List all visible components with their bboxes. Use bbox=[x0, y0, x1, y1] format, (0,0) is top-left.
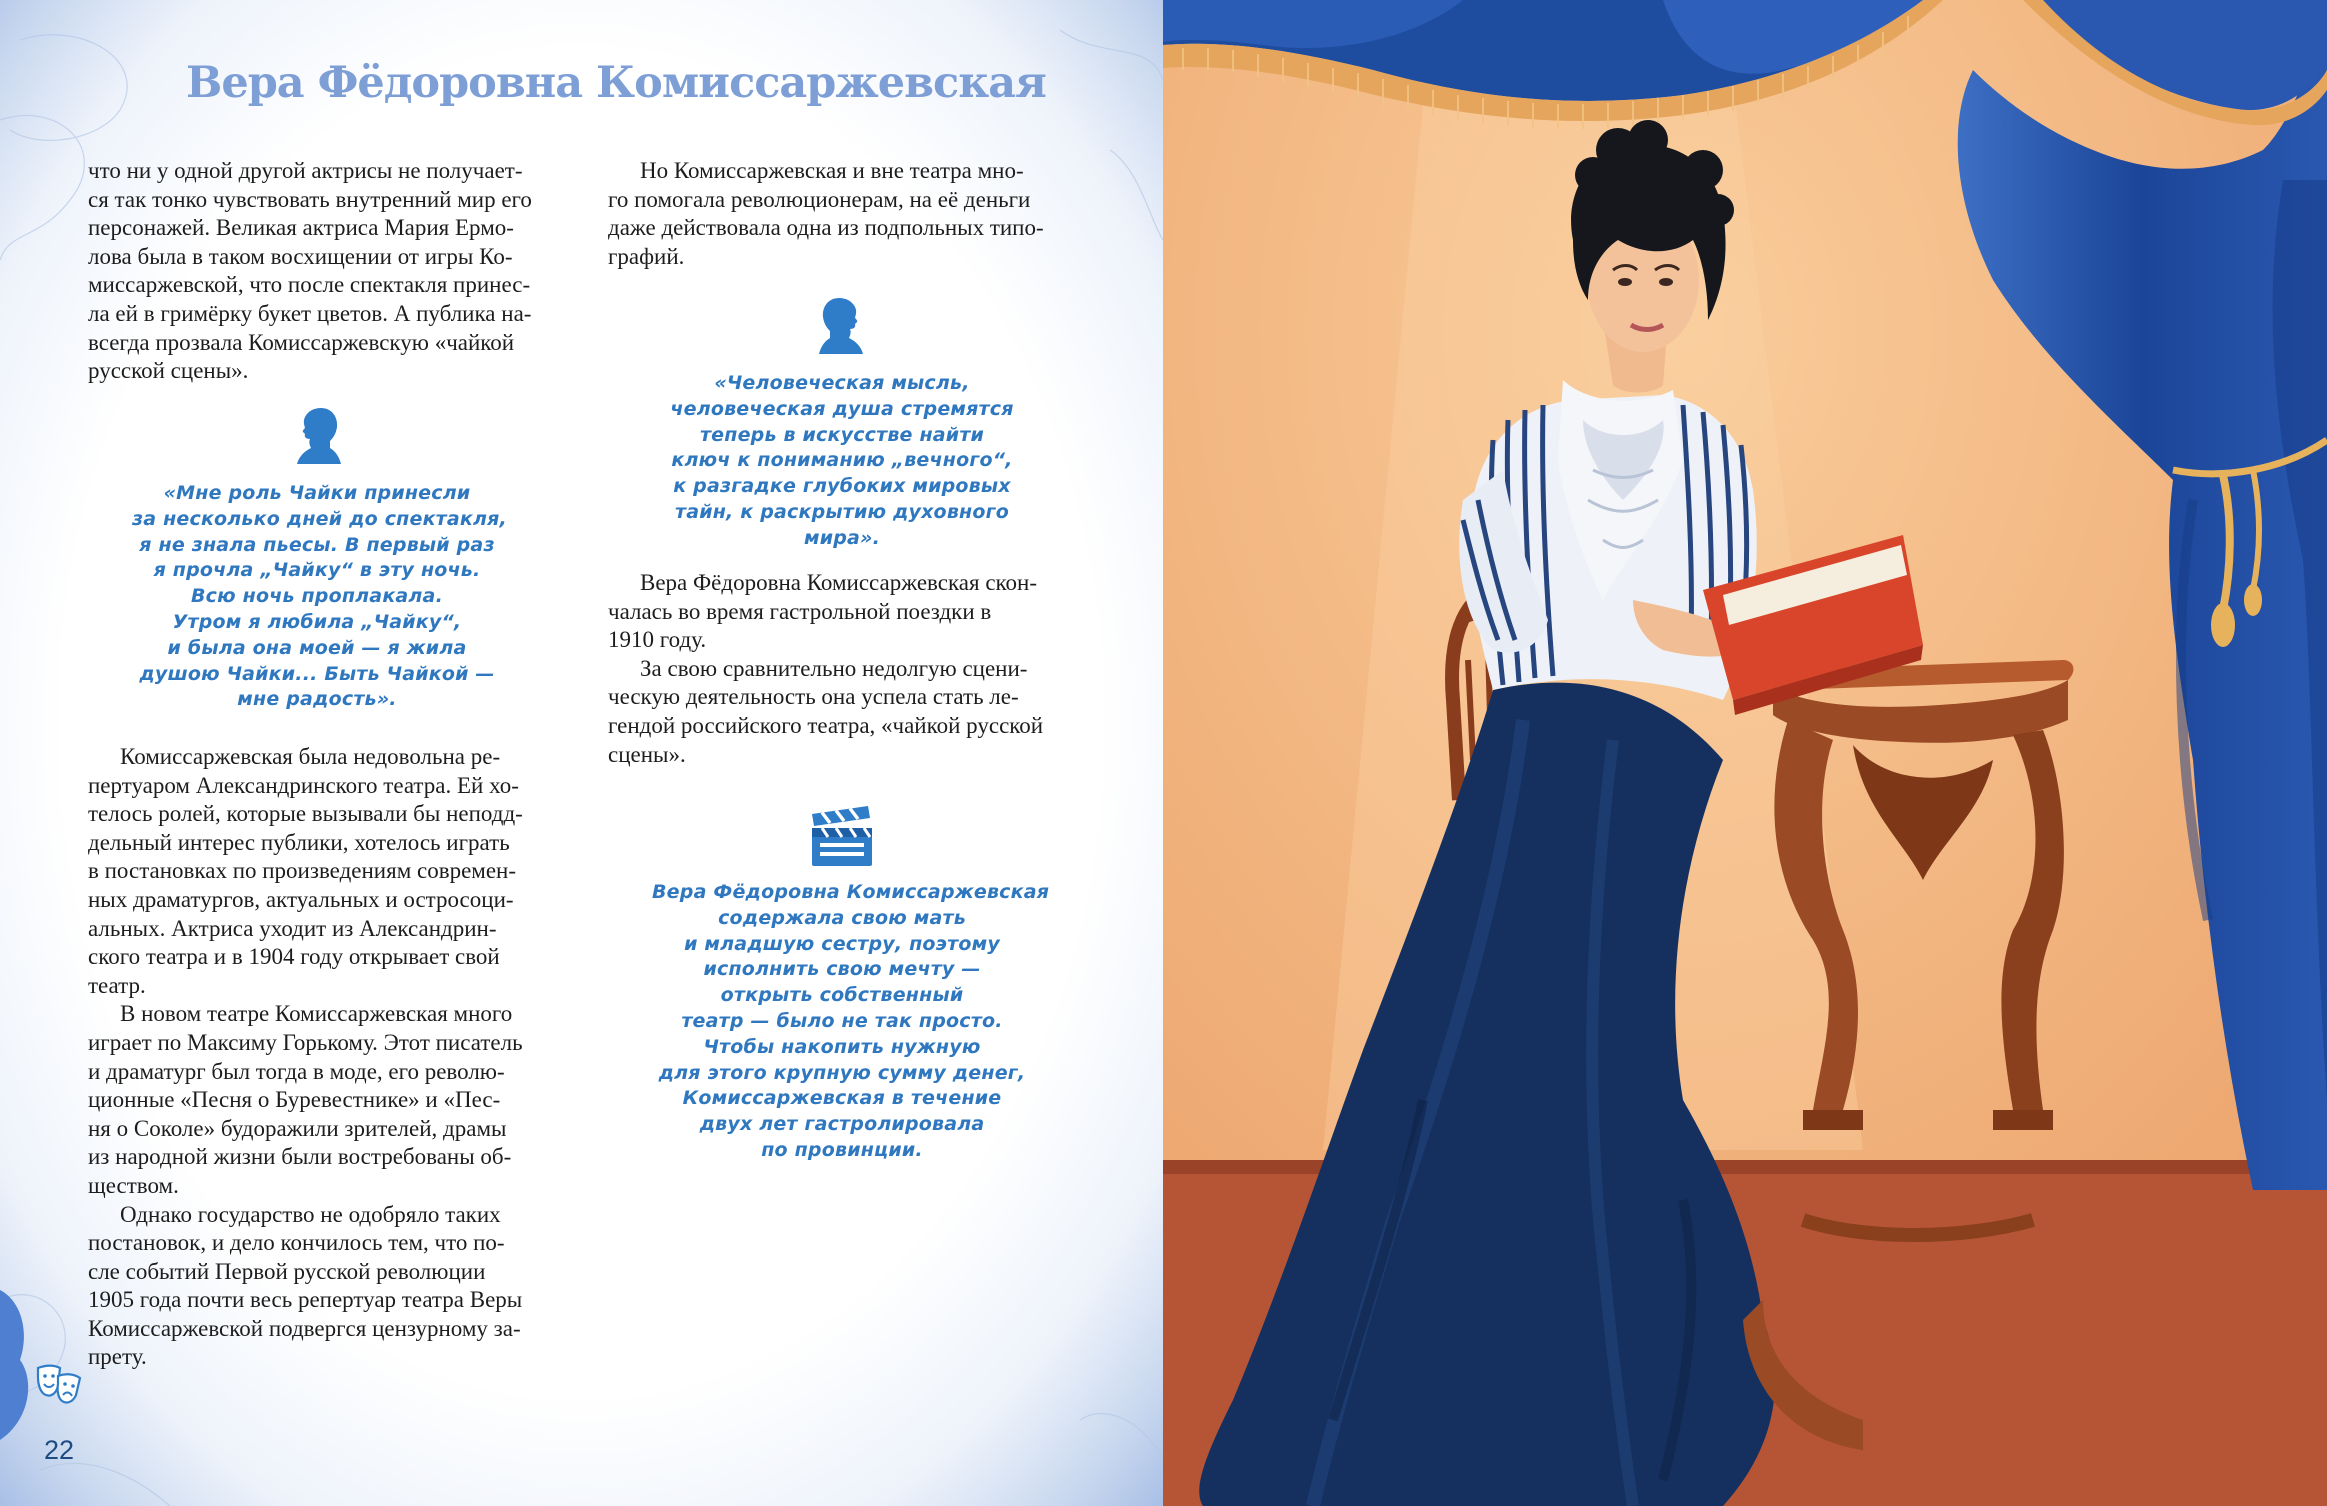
page-number: 22 bbox=[44, 1435, 75, 1465]
paragraph bbox=[88, 157, 555, 386]
text-line: ществом. bbox=[88, 1172, 179, 1198]
text-line: что ни у одной другой актрисы не получает- bbox=[88, 158, 523, 183]
paragraph bbox=[608, 157, 1075, 271]
quote-line: я прочла „Чайку“ в эту ночь. bbox=[153, 559, 481, 582]
left-column-part-2 bbox=[88, 743, 555, 1372]
text-line: играет по Максиму Горькому. Этот писатель bbox=[88, 1029, 523, 1055]
quote-line: я не знала пьесы. В первый раз bbox=[139, 533, 495, 556]
right-page bbox=[1163, 0, 2327, 1506]
text-line: из народной жизни были востребованы об- bbox=[88, 1144, 512, 1170]
fact-line: по провинции. bbox=[761, 1138, 923, 1161]
fact-line: Чтобы накопить нужную bbox=[703, 1035, 981, 1058]
text-line: миссаржевской, что после спектакля принес- bbox=[88, 272, 531, 298]
fact-line: театр — было не так просто. bbox=[681, 1009, 1003, 1032]
actress-quote-2 bbox=[652, 371, 1032, 552]
quote-line: мне радость». bbox=[237, 688, 397, 711]
profile-silhouette-icon bbox=[297, 406, 341, 464]
fact-line: двух лет гастролировала bbox=[699, 1113, 985, 1136]
text-line: в постановках по произведениям современ- bbox=[88, 858, 517, 884]
quote-line: мира». bbox=[803, 526, 881, 549]
text-line: даже действовала одна из подпольных типо- bbox=[608, 215, 1044, 241]
page-title: Вера Фёдоровна Комиссаржевская bbox=[186, 58, 1046, 108]
text-line: Вера Фёдоровна Комиссаржевская скон- bbox=[640, 570, 1038, 595]
text-line: всегда прозвала Комиссаржевскую «чайкой bbox=[88, 329, 515, 355]
text-line: Однако государство не одобряло таких bbox=[120, 1201, 501, 1227]
text-line: 1910 году. bbox=[608, 627, 707, 653]
text-line: телось ролей, которые вызывали бы неподд- bbox=[88, 801, 523, 827]
text-line: русской сцены». bbox=[88, 358, 249, 384]
quote-line: душою Чайки... Быть Чайкой — bbox=[139, 662, 495, 685]
quote-line: «Человеческая мысль, bbox=[714, 372, 970, 394]
paragraph bbox=[608, 655, 1075, 769]
theatre-masks-icon bbox=[36, 1362, 84, 1406]
text-line: В новом театре Комиссаржевская много bbox=[120, 1001, 513, 1027]
text-line: персонажей. Великая актриса Мария Ермо- bbox=[88, 215, 514, 241]
quote-line: к разгадке глубоких мировых bbox=[673, 475, 1011, 498]
text-line: сле событий Первой русской революции bbox=[88, 1258, 486, 1284]
text-line: и драматург был тогда в моде, его револю- bbox=[88, 1058, 505, 1084]
fact-line: для этого крупную сумму денег, bbox=[658, 1061, 1026, 1084]
quote-line: и была она моей — я жила bbox=[167, 636, 467, 659]
quote-line: теперь в искусстве найти bbox=[699, 423, 985, 446]
quote-line: Утром я любила „Чайку“, bbox=[172, 610, 462, 633]
text-line: театр. bbox=[88, 972, 146, 998]
actress-illustration bbox=[1163, 0, 2327, 1506]
text-line: чалась во время гастрольной поездки в bbox=[608, 598, 992, 624]
fact-box bbox=[652, 880, 1050, 1164]
fact-line: Комиссаржевская в течение bbox=[682, 1087, 1002, 1110]
text-line: графий. bbox=[608, 243, 685, 269]
quote-line: человеческая душа стремятся bbox=[670, 397, 1014, 420]
text-line: ла ей в гримёрку букет цветов. А публика на- bbox=[88, 300, 532, 326]
text-line: ционные «Песня о Буревестнике» и «Пес- bbox=[88, 1087, 501, 1113]
fact-line: Вера Фёдоровна Комиссаржевская bbox=[652, 881, 1050, 903]
text-line: гендой российского театра, «чайкой русской bbox=[608, 712, 1044, 738]
text-line: прету. bbox=[88, 1344, 147, 1370]
paragraph bbox=[88, 743, 555, 1000]
fact-line: исполнить свою мечту — bbox=[703, 958, 981, 981]
left-page bbox=[0, 0, 1163, 1506]
quote-line: тайн, к раскрытию духовного bbox=[674, 500, 1009, 523]
text-line: ся так тонко чувствовать внутренний мир его bbox=[88, 186, 532, 212]
text-line: ня о Соколе» будоражили зрителей, драмы bbox=[88, 1115, 507, 1141]
text-line: За свою сравнительно недолгую сцени- bbox=[640, 655, 1028, 681]
text-line: Но Комиссаржевская и вне театра мно- bbox=[640, 158, 1024, 183]
paragraph bbox=[88, 1201, 555, 1373]
text-line: ных драматургов, актуальных и остросоци- bbox=[88, 886, 514, 912]
quote-line: за несколько дней до спектакля, bbox=[132, 507, 507, 530]
text-line: сцены». bbox=[608, 741, 686, 767]
text-line: ческую деятельность она успела стать ле- bbox=[608, 684, 1019, 710]
fact-line: содержала свою мать bbox=[718, 906, 966, 929]
text-line: дельный интерес публики, хотелось играть bbox=[88, 829, 510, 855]
text-line: лова была в таком восхищении от игры Ко- bbox=[88, 243, 513, 269]
actress-quote bbox=[132, 481, 507, 713]
text-line: Комиссаржевской подвергся цензурному за- bbox=[88, 1315, 521, 1341]
fact-line: открыть собственный bbox=[720, 984, 964, 1007]
quote-line: ключ к пониманию „вечного“, bbox=[671, 449, 1013, 472]
text-line: ского театра и в 1904 году открывает свой bbox=[88, 944, 500, 970]
quote-line: «Мне роль Чайки принесли bbox=[163, 482, 471, 504]
text-line: постановок, и дело кончилось тем, что по- bbox=[88, 1230, 505, 1256]
text-line: альных. Актриса уходит из Александрин- bbox=[88, 915, 497, 941]
clapperboard-icon bbox=[810, 806, 874, 868]
paragraph bbox=[608, 569, 1075, 655]
right-column-part-1 bbox=[608, 157, 1075, 271]
left-column-part-1 bbox=[88, 157, 555, 386]
text-line: пертуаром Александринского театра. Ей хо- bbox=[88, 772, 519, 798]
fact-line: и младшую сестру, поэтому bbox=[684, 932, 1000, 955]
text-line: Комиссаржевская была недовольна ре- bbox=[120, 744, 501, 769]
text-line: 1905 года почти весь репертуар театра Веры bbox=[88, 1287, 523, 1313]
quote-line: Всю ночь проплакала. bbox=[190, 585, 443, 608]
right-column-part-2 bbox=[608, 569, 1075, 769]
text-line: го помогала революционерам, на её деньги bbox=[608, 186, 1031, 212]
paragraph bbox=[88, 1000, 555, 1200]
profile-silhouette-icon bbox=[819, 296, 863, 354]
